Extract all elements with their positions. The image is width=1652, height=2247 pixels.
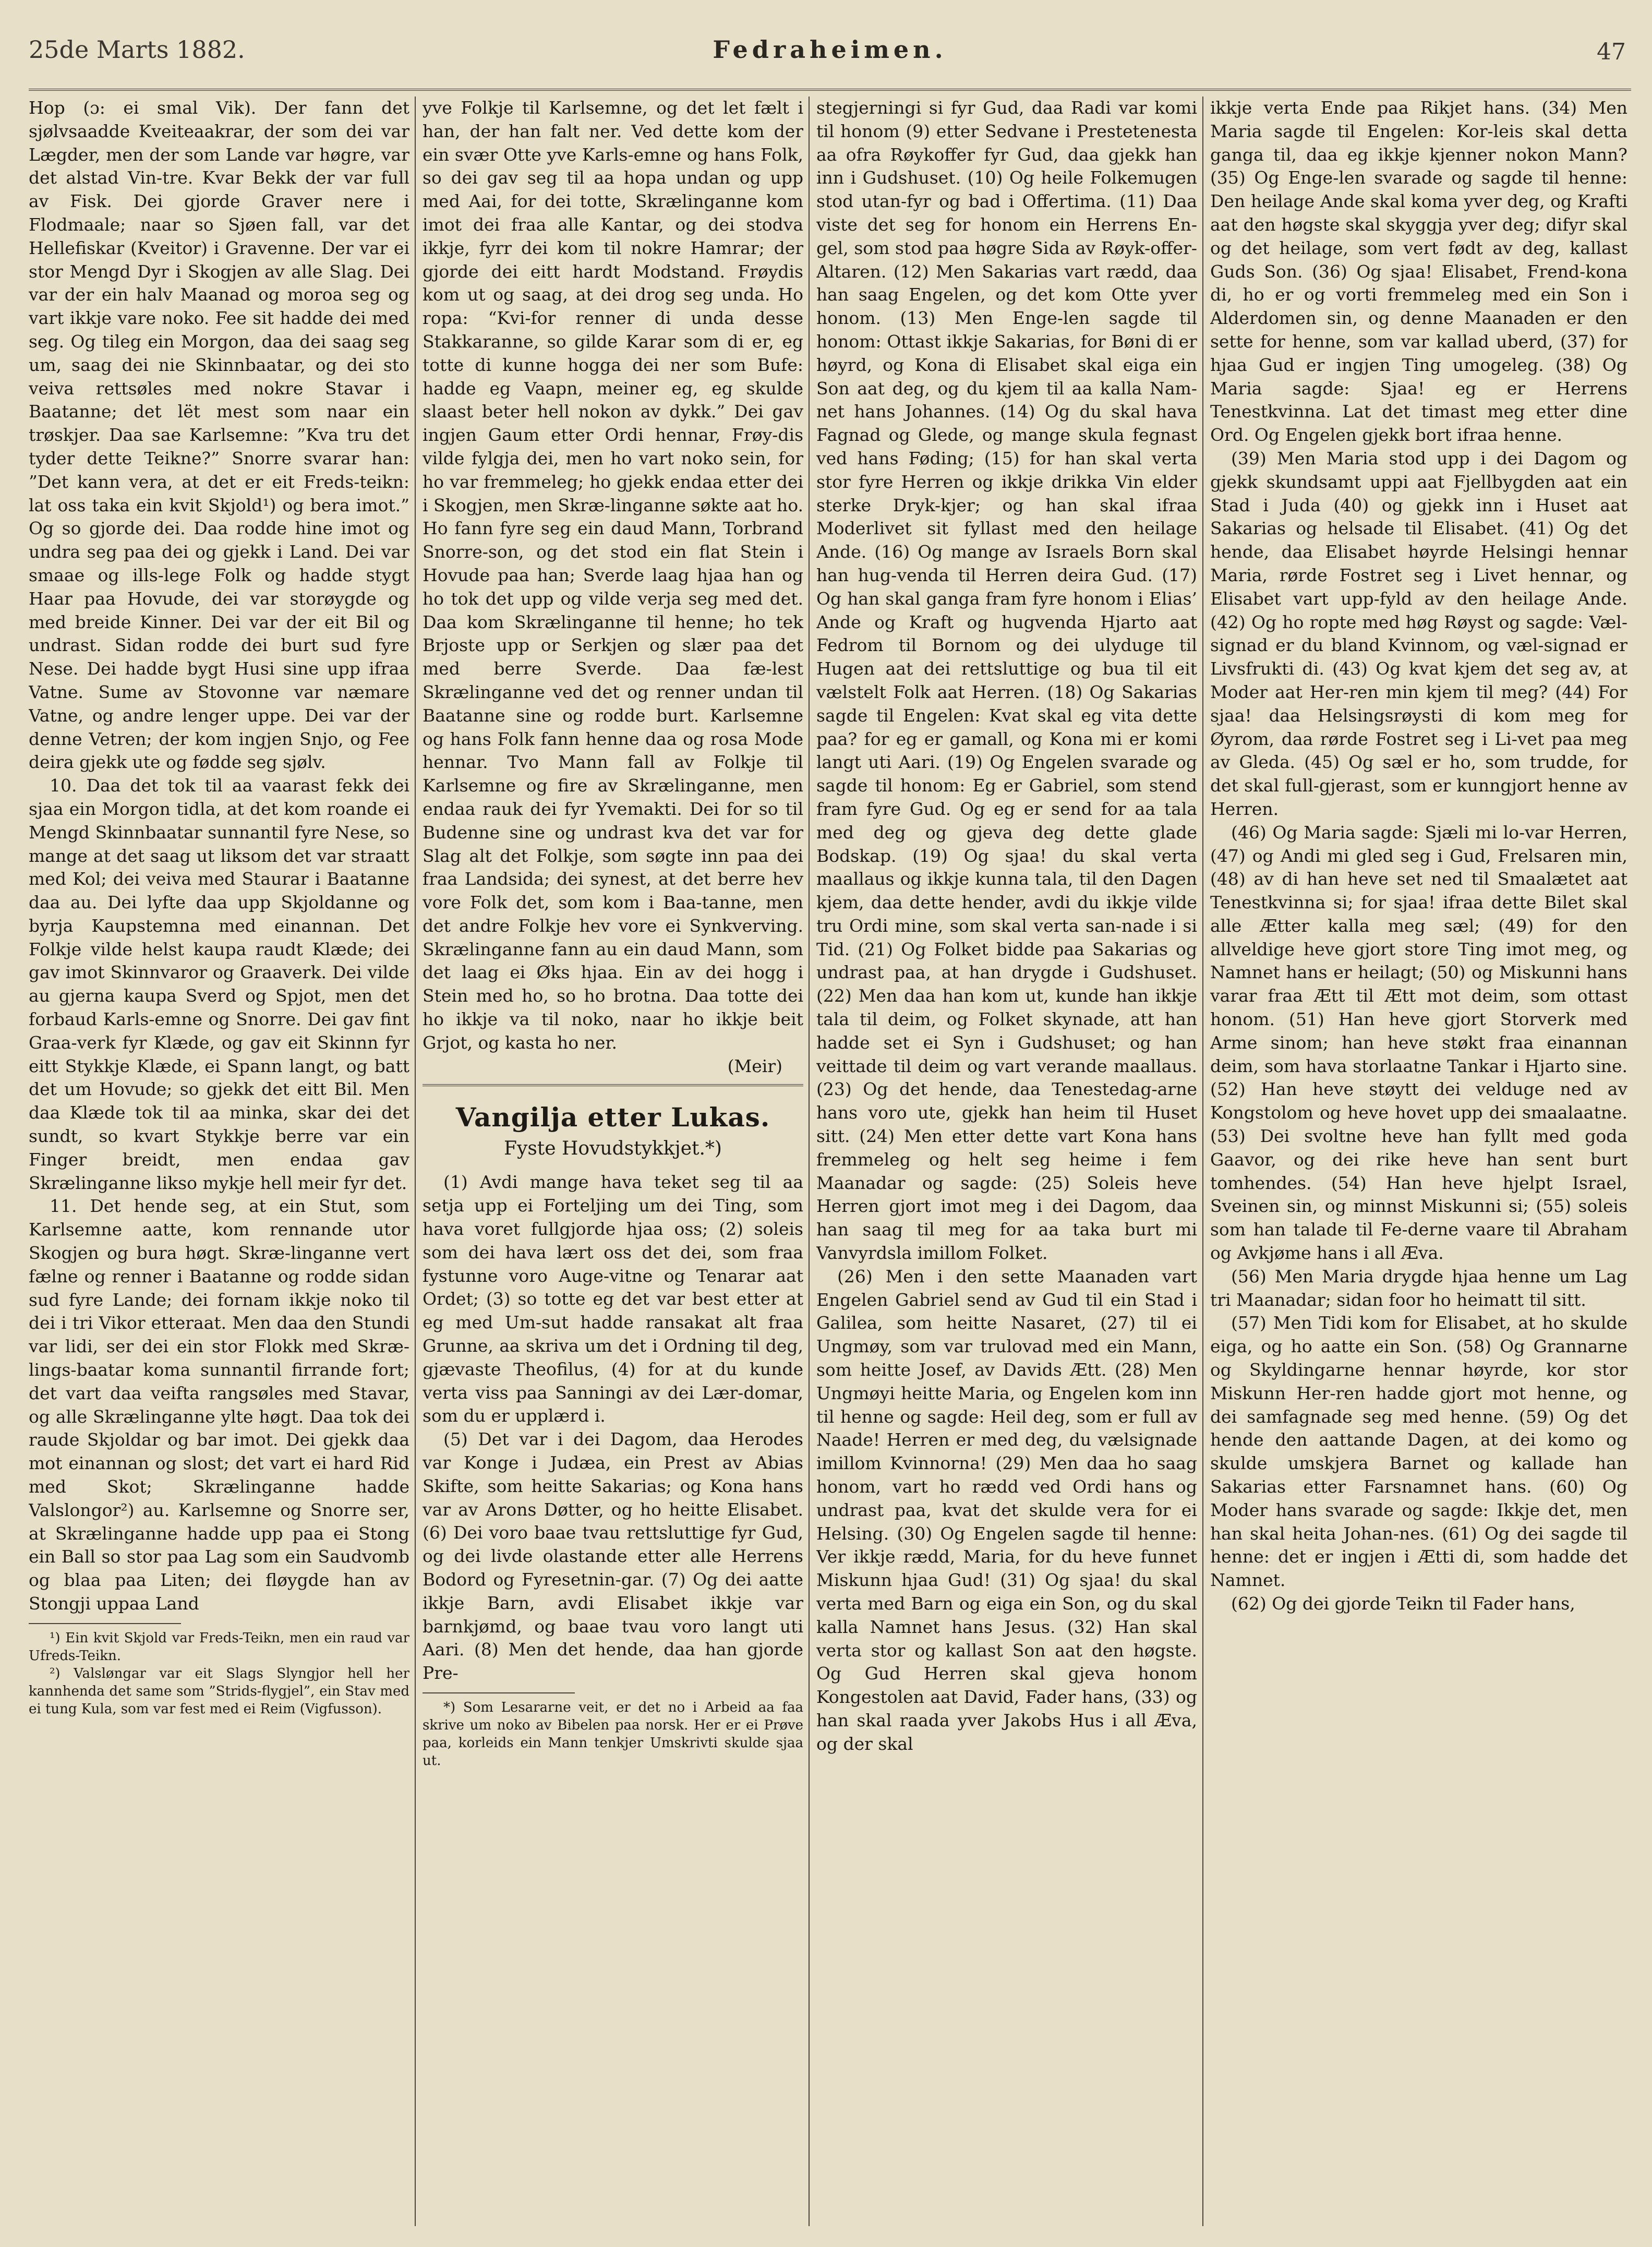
footnote-separator [423, 1692, 575, 1693]
article-subtitle: Fyste Hovudstykkjet.*) [504, 1138, 722, 1160]
column-rule [1202, 97, 1203, 2226]
footnote: ¹) Ein kvit Skjold var Freds-Teikn, men ein raud var Ufreds-Teikn. [29, 1630, 409, 1664]
body-paragraph: stegjerningi si fyr Gud, daa Radi var komi til honom (9) etter Sedvane i Prestetenesta aa ofra Røykoffer fyr Gud, daa gjekk han inn i Gudshuset. (10) Og heile Folkemugen stod utan-fyr og bad i Offertima. (11) Daa viste det seg for honom ein Herrens En-gel, som stod paa høgre Sida av Røyk-offer-Altaren. (12) Men Sakarias vart rædd, daa han saag Engelen, og det kom Otte yver honom. (13) Men Enge-len sagde til honom: Ottast ikkje Sakarias, for Bøni di er høyrd, og Kona di Elisabet skal eiga ein Son aat deg, og du kjem til aa kalla Nam-net hans Johannes. (14) Og du skal hava Fagnad og Glede, og mange skula fegnast ved hans Føding; (15) for han skal verta stor fyre Herren og ikkje drikka Vin elder sterke Dryk-kjer; og han skal ifraa Moderlivet sit fyllast med den heilage Ande. (16) Og mange av Israels Born skal han hug-venda til Herren deira Gud. (17) Og han skal ganga fram fyre honom i Elias’ Ande og Kraft og hugvenda Hjarto aat Fedrom til Bornom og dei ulyduge til Hugen aat dei rettsluttige og bua til eit vælstelt Folk aat Herren. (18) Og Sakarias sagde til Engelen: Kvat skal eg vita dette paa? for eg er gamall, og Kona mi er komi langt uti Aari. (19) Og Engelen svarade og sagde til honom: Eg er Gabriel, som stend fram fyre Gud. Og eg er send for aa tala med deg og gjeva deg dette glade Bodskap. (19) Og sjaa! du skal verta maallaus og ikkje kunna tala, til den Dagen kjem, daa dette hender, avdi du ikkje vilde tru Ordi mine, som skal verta san-nade i si Tid. (21) Og Folket bidde paa Sakarias og undrast paa, at han drygde i Gudshuset. (22) Men daa han kom ut, kunde han ikkje tala til deim, og Folket skynade, att han hadde set ei Syn i Gudshuset; og han veittade til deim og vart verande maallaus. (23) Og det hende, daa Tenestedag-arne hans voro ute, gjekk han heim til Huset sitt. (24) Men etter dette vart Kona hans fremmeleg og helt seg heime i fem Maanadar og sagde: (25) Soleis heve Herren gjort imot meg i dei Dagom, daa han saag til meg for aa taka burt mi Vanvyrdsla imillom Folket. [816, 98, 1197, 1264]
body-paragraph: ikkje verta Ende paa Rikjet hans. (34) Men Maria sagde til Engelen: Kor-leis skal detta ganga til, daa eg ikkje kjenner nokon Mann? (35) Og Enge-len svarade og sagde til henne: Den heilage Ande skal koma yver deg, og Krafti aat den høgste skal skyggja yver deg; difyr skal og det heilage, som vert født av deg, kallast Guds Son. (36) Og sjaa! Elisabet, Frend-kona di, ho er og vorti fremmeleg med ein Son i Alderdomen sin, og denne Maanaden er den sette for henne, som var kallad uberd, (37) for hjaa Gud er ingjen Ting umogeleg. (38) Og Maria sagde: Sjaa! eg er Herrens Tenestkvinna. Lat det timast meg etter dine Ord. Og Engelen gjekk bort ifraa henne. [1210, 98, 1627, 446]
footnote: *) Som Lesararne veit, er det no i Arbeid aa faa skrive um noko av Bibelen paa norsk. Her er ei Prøve paa, korleids ein Mann tenkjer Umskrivti skulde sjaa ut. [423, 1700, 803, 1769]
body-paragraph: (57) Men Tidi kom for Elisabet, at ho skulde eiga, og ho aatte ein Son. (58) Og Grannarne og Skyldingarne hennar høyrde, kor stor Miskunn Her-ren hadde gjort mot henne, og dei samfagnade seg med henne. (59) Og det hende den aattande Dagen, at dei komo og skulde umskjera Barnet og kallade han Sakarias etter Farsnamnet hans. (60) Og Moder hans svarade og sagde: Ikkje det, men han skal heita Johan-nes. (61) Og dei sagde til henne: det er ingjen i Ætti di, som hadde det Namnet. [1210, 1313, 1627, 1591]
body-paragraph: (46) Og Maria sagde: Sjæli mi lo-var Herren, (47) og Andi mi gled seg i Gud, Frelsaren min, (48) av di han heve set ned til Smaalætet aat Tenestkvinna si; for sjaa! ifraa dette Bilet skal alle Ætter kalla meg sæl; (49) for den allveldige heve gjort store Ting imot meg, og Namnet hans er heilagt; (50) og Miskunni hans varar fraa Ætt til Ætt mot deim, som ottast honom. (51) Han heve gjort Storverk med Arme sinom; han heve støkt fraa einannan deim, som hava storlaatne Tankar i Hjarto sine. (52) Han heve støytt dei velduge ned av Kongstolom og heve hovet upp dei smaalaatne. (53) Dei svoltne heve han fyllt med goda Gaavor, og dei rike heve han sent burt tomhendes. (54) Han heve hjelpt Israel, Sveinen sin, og minnst Miskunni si; (55) soleis som han talade til Fe-derne vaare til Abraham og Avkjøme hans i all Æva. [1210, 822, 1627, 1264]
footnote-separator [29, 1623, 181, 1624]
masthead-title: Fedraheimen. [713, 35, 947, 64]
section-rule [423, 1084, 803, 1086]
body-paragraph: 10. Daa det tok til aa vaarast fekk dei sjaa ein Morgon tidla, at det kom roande ei Mengd Skinnbaatar sunnantil fyre Nese, so mange at det saag ut liksom det var straatt med Kol; dei veiva med Staurar i Baatanne daa au. Dei lyfte daa upp Skjoldanne og byrja Kaupstemna med einannan. Det Folkje vilde helst kaupa raudt Klæde; dei gav imot Skinnvaror og Graaverk. Dei vilde au gjerna kaupa Sverd og Spjot, men det forbaud Karls-emne og Snorre. Dei gav fint Graa-verk fyr Klæde, og gav eit Skinnn fyr eitt Stykkje Klæde, ei Spann langt, og batt det um Hovude; so gjekk det eitt Bil. Men daa Klæde tok til aa minka, skar dei det sundt, so kvart Stykkje berre var ein Finger breidt, men endaa gav Skrælinganne likso mykje hell meir fyr det. [29, 775, 409, 1193]
body-paragraph: (5) Det var i dei Dagom, daa Herodes var Konge i Judæa, ein Prest av Abias Skifte, som heitte Sakarias; og Kona hans var av Arons Døtter, og ho heitte Elisabet. (6) Dei voro baae tvau rettsluttige fyr Gud, og dei livde olastande etter alle Herrens Bodord og Fyresetnin-gar. (7) Og dei aatte ikkje Barn, avdi Elisabet ikkje var barnkjømd, og baae tvau voro langt uti Aari. (8) Men det hende, daa han gjorde Pre- [423, 1429, 803, 1684]
header-rule [29, 89, 1631, 91]
column-3 [816, 97, 1197, 2226]
page-header [29, 31, 1631, 68]
body-paragraph: 11. Det hende seg, at ein Stut, som Karlsemne aatte, kom rennande utor Skogjen og bura høgt. Skræ-linganne vert fælne og renner i Baatanne og rodde sidan sud fyre Lande; dei fornam ikkje noko til dei i tri Vikor etteraat. Men daa den Stundi var lidi, ser dei ein stor Flokk med Skræ-lings-baatar koma sunnantil firrande fort; det vart daa veifta rangsøles med Stavar, og alle Skrælinganne ylte høgt. Daa tok dei raude Skjoldar og bar imot. Dei gjekk daa mot einannan og slost; det vart ei hard Rid med Skot; Skrælinganne hadde Valslongor²) au. Karlsemne og Snorre ser, at Skrælinganne hadde upp paa ei Stong ein Ball so stor paa Lag som ein Saudvomb og blaa paa Liten; dei fløygde han av Stongji uppaa Land [29, 1196, 409, 1614]
page-number: 47 [1597, 39, 1626, 65]
body-paragraph: (62) Og dei gjorde Teikn til Fader hans, [1231, 1593, 1575, 1614]
body-paragraph: yve Folkje til Karlsemne, og det let fælt i han, der han falt ner. Ved dette kom der ein svær Otte yve Karls-emne og hans Folk, so dei gav seg til aa hopa undan og upp med Aai, for dei totte, Skrælinganne kom imot dei fraa alle Kantar, og dei stodva ikkje, fyrr dei kom til nokre Hamrar; der gjorde dei eitt hardt Modstand. Frøydis kom ut og saag, at dei drog seg unda. Ho ropa: “Kvi-for renner di unda desse Stakkaranne, so gilde Karar som di er, eg totte di kunne hogga dei ner som Bufe: hadde eg Vaapn, meiner eg, eg skulde slaast beter hell nokon av dykk.” Dei gav ingjen Gaum etter Ordi hennar, Frøy-dis vilde fylgja dei, men ho vart noko sein, for ho var fremmeleg; ho gjekk endaa etter dei i Skogjen, men Skræ-linganne søkte aat ho. Ho fann fyre seg ein daud Mann, Torbrand Snorre-son, og det stod ein flat Stein i Hovude paa han; Sverde laag hjaa han og ho tok det upp og vilde verja seg med det. Daa kom Skrælinganne til henne; ho tek Brjoste upp or Serkjen og slær paa det med berre Sverde. Daa fæ-lest Skrælinganne ved det og renner undan til Baatanne sine og rodde burt. Karlsemne og hans Folk fann henne daa og rosa Mode hennar. Tvo Mann fall av Folkje til Karlsemne og fire av Skrælinganne, men endaa rauk dei fyr Yvemakti. Dei for so til Budenne sine og undrast kva det var for Slag alt det Folkje, som søgte inn paa dei fraa Landsida; dei synest, at det berre hev vore Folk det, som kom i Baa-tanne, men det andre Folkje hev vore ei Synkverving. Skrælinganne fann au ein daud Mann, som det laag ei Øks hjaa. Ein av dei hogg i Stein med ho, so ho brotna. Daa totte dei ho ikkje va til noko, naar ho ikkje beit Grjot, og kasta ho ner. [423, 98, 803, 1053]
body-paragraph: (26) Men i den sette Maanaden vart Engelen Gabriel send av Gud til ein Stad i Galilea, som heitte Nasaret, (27) til ei Ungmøy, som var trulovad med ein Mann, som heitte Josef, av Davids Ætt. (28) Men Ungmøyi heitte Maria, og Engelen kom inn til henne og sagde: Heil deg, som er full av Naade! Herren er med deg, du vælsignade imillom Kvinnorna! (29) Men daa ho saag honom, vart ho rædd ved Ordi hans og undrast paa, kvat det skulde vera for ei Helsing. (30) Og Engelen sagde til henne: Ver ikkje rædd, Maria, for du heve funnet Miskunn hjaa Gud! (31) Og sjaa! du skal verta med Barn og eiga ein Son, og du skal kalla Namnet hans Jesus. (32) Han skal verta stor og kallast Son aat den høgste. Og Gud Herren skal gjeva honom Kongestolen aat David, Fader hans, (33) og han skal raada yver Jakobs Hus i all Æva, og der skal [816, 1266, 1197, 1754]
column-rule [809, 97, 810, 2226]
column-4 [1210, 97, 1627, 2226]
body-paragraph: (56) Men Maria drygde hjaa henne um Lag tri Maanadar; sidan foor ho heimatt til sitt. [1210, 1266, 1627, 1310]
continued-note: (Meir) [727, 1055, 782, 1076]
column-2 [423, 97, 803, 2226]
issue-date: 25de Marts 1882. [29, 35, 245, 64]
body-paragraph: (1) Avdi mange hava teket seg til aa setja upp ei Forteljing um dei Ting, som hava voret fullgjorde hjaa oss; (2) soleis som dei hava lært oss det dei, som fraa fystunne voro Auge-vitne og Tenarar aat Ordet; (3) so totte eg det var best etter at eg med Um-sut hadde ransakat alt fraa Grunne, aa skriva um det i Ordning til deg, gjævaste Theofilus, (4) for at du kunde verta viss paa Sanningi av dei Lær-domar, som du er upplærd i. [423, 1172, 803, 1426]
footnote: ²) Valsløngar var eit Slags Slyngjor hell her kannhenda det same som ”Strids-flygjel”, ein Stav med ei tung Kula, som var fest med ei Reim (Vigfusson). [29, 1665, 409, 1717]
column-1 [29, 97, 409, 2226]
body-paragraph: Hop (ɔ: ei smal Vik). Der fann det sjølvsaadde Kveiteaakrar, der som dei var Lægder, men der som Lande var høgre, var det alstad Vin-tre. Kvar Bekk der var full av Fisk. Dei gjorde Graver nere i Flodmaale; naar so Sjøen fall, var det Hellefiskar (Kveitor) i Gravenne. Der var ei stor Mengd Dyr i Skogjen av alle Slag. Dei var der ein halv Maanad og moroa seg og vart ikkje vare noko. Fee sit hadde dei med seg. Og tileg ein Morgon, daa dei saag seg um, saag dei nie Skinnbaatar, og dei sto veiva rettsøles med nokre Stavar i Baatanne; det lët mest som naar ein trøskjer. Daa sae Karlsemne: ”Kva tru det tyder dette Teikne?” Snorre svarar han: ”Det kann vera, at det er eit Freds-teikn: lat oss taka ein kvit Skjold¹) og bera imot.” Og so gjorde dei. Daa rodde hine imot og undra seg paa dei og gjekk i Land. Dei var smaae og ills-lege Folk og hadde stygt Haar paa Hovude, dei var storøygde og med breide Kinner. Dei var der eit Bil og undrast. Sidan rodde dei burt sud fyre Nese. Dei hadde bygt Husi sine upp ifraa Vatne. Sume av Stovonne var næmare Vatne, og andre lenger uppe. Dei var der denne Vetren; der kom ingjen Snjo, og Fee deira gjekk ute og fødde seg sjølv. [29, 98, 409, 773]
column-rule [415, 97, 416, 2226]
body-paragraph: (39) Men Maria stod upp i dei Dagom og gjekk skundsamt uppi aat Fjellbygden aat ein Stad i Juda (40) og gjekk inn i Huset aat Sakarias og helsade til Elisabet. (41) Og det hende, daa Elisabet høyrde Helsingi hennar Maria, rørde Fostret seg i Livet hennar, og Elisabet vart upp-fyld av den heilage Ande. (42) Og ho ropte med høg Røyst og sagde: Væl-signad er du bland Kvinnom, og væl-signad er Livsfrukti di. (43) Og kvat kjem det seg av, at Moder aat Her-ren min kjem til meg? (44) For sjaa! daa Helsingsrøysti di kom meg for Øyrom, daa rørde Fostret seg i Li-vet paa meg av Gleda. (45) Og sæl er ho, som trudde, for det skal full-gjerast, som er kunngjort henne av Herren. [1210, 448, 1627, 819]
article-title: Vangilja etter Lukas. [455, 1102, 770, 1133]
